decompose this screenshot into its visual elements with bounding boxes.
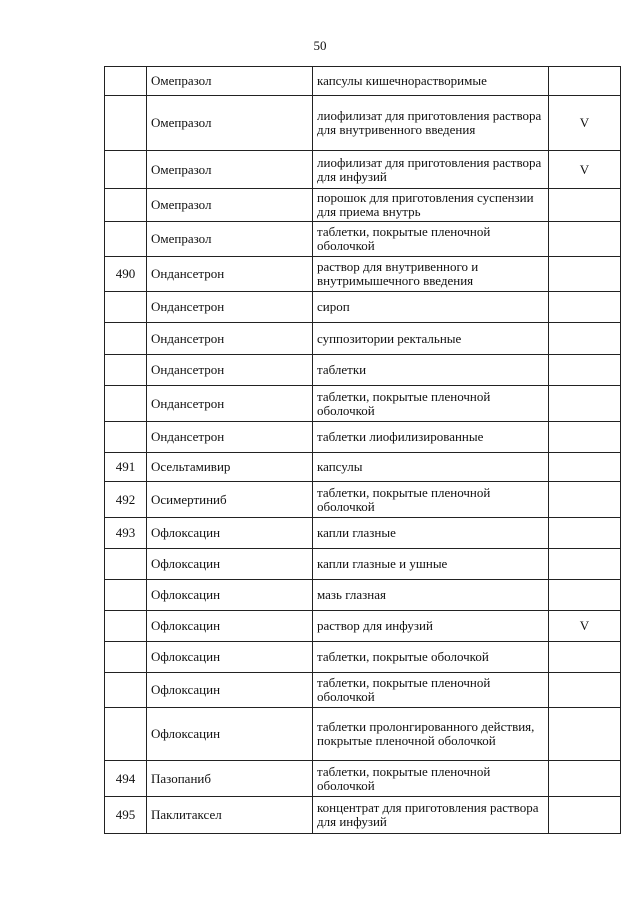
row-number — [105, 355, 147, 386]
table-row — [105, 482, 621, 518]
drug-name: Омепразол — [147, 67, 313, 96]
table-row — [105, 797, 621, 834]
row-number — [105, 580, 147, 611]
vital-mark — [549, 797, 621, 834]
vital-mark — [549, 708, 621, 761]
table-row — [105, 222, 621, 257]
table-row — [105, 151, 621, 189]
row-number: 494 — [105, 761, 147, 797]
dosage-form: таблетки, покрытые пленочной оболочкой — [313, 482, 549, 518]
table-row — [105, 386, 621, 422]
drug-name: Омепразол — [147, 96, 313, 151]
drug-name: Офлоксацин — [147, 642, 313, 673]
drug-name: Офлоксацин — [147, 611, 313, 642]
row-number: 493 — [105, 518, 147, 549]
dosage-form: раствор для инфузий — [313, 611, 549, 642]
vital-mark — [549, 355, 621, 386]
table-row — [105, 189, 621, 222]
dosage-form: раствор для внутривенного и внутримышечного введения — [313, 257, 549, 292]
row-number — [105, 611, 147, 642]
row-number — [105, 151, 147, 189]
dosage-form: капли глазные и ушные — [313, 549, 549, 580]
table-row — [105, 292, 621, 323]
dosage-form: таблетки пролонгированного действия, покрытые пленочной оболочкой — [313, 708, 549, 761]
vital-mark: V — [549, 96, 621, 151]
table-body — [105, 67, 621, 834]
vital-mark — [549, 386, 621, 422]
drug-name: Ондансетрон — [147, 257, 313, 292]
drug-name: Пазопаниб — [147, 761, 313, 797]
table-row — [105, 549, 621, 580]
drug-name: Офлоксацин — [147, 580, 313, 611]
dosage-form: таблетки — [313, 355, 549, 386]
table-row — [105, 323, 621, 355]
row-number — [105, 222, 147, 257]
row-number — [105, 189, 147, 222]
drug-name: Ондансетрон — [147, 422, 313, 453]
row-number — [105, 67, 147, 96]
vital-mark — [549, 580, 621, 611]
drug-name: Офлоксацин — [147, 673, 313, 708]
vital-mark — [549, 67, 621, 96]
dosage-form: порошок для приготовления суспензии для приема внутрь — [313, 189, 549, 222]
dosage-form: мазь глазная — [313, 580, 549, 611]
drug-name: Омепразол — [147, 222, 313, 257]
vital-mark — [549, 189, 621, 222]
vital-mark — [549, 257, 621, 292]
drug-name: Паклитаксел — [147, 797, 313, 834]
table-row — [105, 611, 621, 642]
row-number: 495 — [105, 797, 147, 834]
row-number — [105, 708, 147, 761]
drug-name: Омепразол — [147, 151, 313, 189]
table-row — [105, 518, 621, 549]
row-number — [105, 96, 147, 151]
dosage-form: суппозитории ректальные — [313, 323, 549, 355]
table-row — [105, 355, 621, 386]
drug-table — [104, 66, 621, 834]
table-row — [105, 642, 621, 673]
drug-name: Ондансетрон — [147, 292, 313, 323]
dosage-form: таблетки, покрытые пленочной оболочкой — [313, 673, 549, 708]
dosage-form: лиофилизат для приготовления раствора для инфузий — [313, 151, 549, 189]
vital-mark — [549, 323, 621, 355]
row-number — [105, 323, 147, 355]
vital-mark — [549, 222, 621, 257]
dosage-form: таблетки, покрытые оболочкой — [313, 642, 549, 673]
dosage-form: таблетки лиофилизированные — [313, 422, 549, 453]
row-number — [105, 642, 147, 673]
vital-mark — [549, 673, 621, 708]
row-number — [105, 386, 147, 422]
drug-name: Офлоксацин — [147, 549, 313, 580]
table-row — [105, 67, 621, 96]
vital-mark — [549, 453, 621, 482]
row-number: 490 — [105, 257, 147, 292]
row-number — [105, 292, 147, 323]
dosage-form: сироп — [313, 292, 549, 323]
vital-mark: V — [549, 611, 621, 642]
dosage-form: лиофилизат для приготовления раствора для внутривенного введения — [313, 96, 549, 151]
row-number — [105, 422, 147, 453]
drug-name: Омепразол — [147, 189, 313, 222]
dosage-form: капсулы кишечнорастворимые — [313, 67, 549, 96]
vital-mark — [549, 422, 621, 453]
drug-name: Ондансетрон — [147, 323, 313, 355]
row-number — [105, 673, 147, 708]
vital-mark — [549, 518, 621, 549]
vital-mark — [549, 482, 621, 518]
drug-name: Осимертиниб — [147, 482, 313, 518]
table-row — [105, 580, 621, 611]
vital-mark — [549, 642, 621, 673]
dosage-form: капсулы — [313, 453, 549, 482]
vital-mark — [549, 549, 621, 580]
dosage-form: таблетки, покрытые пленочной оболочкой — [313, 386, 549, 422]
table-row — [105, 257, 621, 292]
page-number: 50 — [313, 38, 327, 53]
vital-mark — [549, 292, 621, 323]
row-number: 491 — [105, 453, 147, 482]
dosage-form: концентрат для приготовления раствора для инфузий — [313, 797, 549, 834]
dosage-form: капли глазные — [313, 518, 549, 549]
table-row — [105, 708, 621, 761]
dosage-form: таблетки, покрытые пленочной оболочкой — [313, 222, 549, 257]
drug-name: Ондансетрон — [147, 386, 313, 422]
table-row — [105, 422, 621, 453]
drug-name: Осельтамивир — [147, 453, 313, 482]
table-row — [105, 673, 621, 708]
row-number — [105, 549, 147, 580]
drug-name: Ондансетрон — [147, 355, 313, 386]
table-row — [105, 453, 621, 482]
vital-mark: V — [549, 151, 621, 189]
drug-name: Офлоксацин — [147, 708, 313, 761]
table-row — [105, 761, 621, 797]
row-number: 492 — [105, 482, 147, 518]
drug-name: Офлоксацин — [147, 518, 313, 549]
table-row — [105, 96, 621, 151]
vital-mark — [549, 761, 621, 797]
dosage-form: таблетки, покрытые пленочной оболочкой — [313, 761, 549, 797]
